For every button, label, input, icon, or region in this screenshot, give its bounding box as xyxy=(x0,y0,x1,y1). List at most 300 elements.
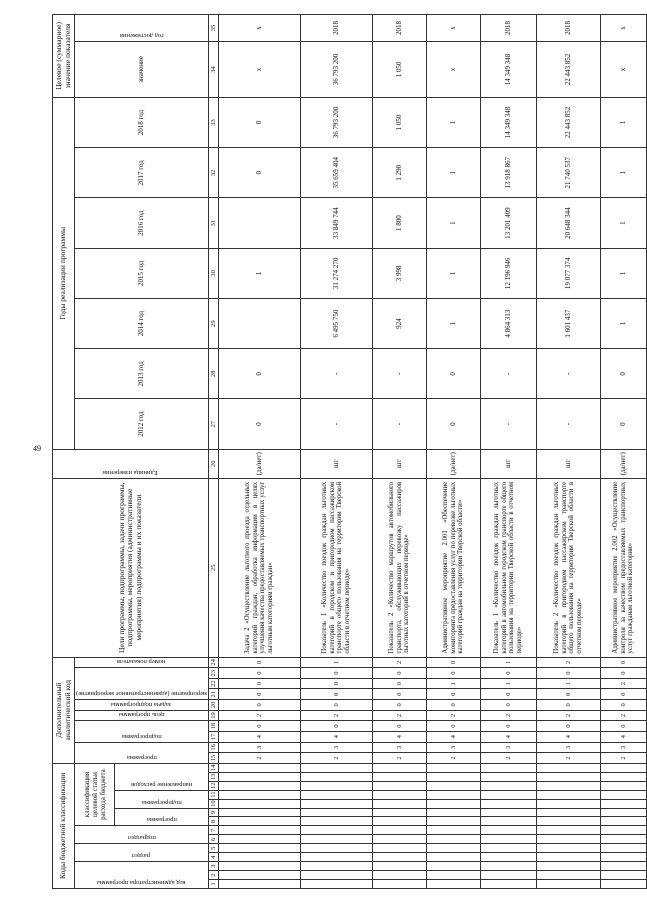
value-2013: - xyxy=(372,349,426,399)
budget-code-cell xyxy=(536,835,600,844)
value-2012: 0 xyxy=(218,399,300,449)
budget-code-cell xyxy=(300,790,372,799)
budget-code-cell xyxy=(218,817,300,826)
subsection-label: подраздел xyxy=(127,834,156,842)
budget-code-cell xyxy=(536,880,600,889)
value-2013: - xyxy=(300,349,372,399)
analytic-code-digit: 2 xyxy=(300,710,372,721)
budget-code-cell xyxy=(426,808,480,817)
budget-code-cell xyxy=(218,772,300,781)
a-task-label: задача подпрограммы xyxy=(111,700,172,708)
value-2018: 14 349 348 xyxy=(480,97,536,147)
a-task-header xyxy=(75,700,209,711)
year-2012-header: 2012 год xyxy=(75,399,209,449)
value-2018: 1 xyxy=(426,97,480,147)
subsection-header xyxy=(75,826,209,844)
column-number: 18 xyxy=(208,721,218,732)
budget-code-cell xyxy=(372,844,426,853)
analytic-code-digit: 0 xyxy=(372,721,426,732)
table-row xyxy=(218,15,300,889)
analytic-code-digit: 0 xyxy=(300,700,372,711)
a-indicator-header xyxy=(75,657,209,668)
budget-code-cell xyxy=(480,772,536,781)
analytic-code-digit: 2 xyxy=(480,710,536,721)
budget-code-cell xyxy=(372,853,426,862)
column-number: 19 xyxy=(208,710,218,721)
value-2016 xyxy=(218,198,300,248)
value-2012: 0 xyxy=(426,399,480,449)
analytic-code-digit: 3 xyxy=(480,742,536,753)
value-2012: 0 xyxy=(600,399,646,449)
budget-code-cell xyxy=(480,781,536,790)
page-number: 49 xyxy=(33,444,41,453)
column-number: 24 xyxy=(208,657,218,668)
analytic-code-digit: 0 xyxy=(300,689,372,700)
column-numbers-row xyxy=(208,15,218,889)
analytic-code-digit: 0 xyxy=(600,668,646,679)
analytic-code-digit: 0 xyxy=(536,689,600,700)
budget-code-cell xyxy=(480,826,536,835)
analytic-code-digit: 3 xyxy=(536,742,600,753)
analytic-code-digit: 0 xyxy=(372,689,426,700)
budget-code-cell xyxy=(300,763,372,772)
analytic-code-digit: 0 xyxy=(300,678,372,689)
years-header: Годы реализации программы xyxy=(53,97,75,449)
budget-code-cell xyxy=(218,880,300,889)
value-2015: 31 274 270 xyxy=(300,248,372,298)
analytic-code-digit: 3 xyxy=(426,742,480,753)
a-goal-header xyxy=(75,710,209,721)
column-number: 4 xyxy=(208,853,218,862)
analytic-code-digit: 0 xyxy=(372,678,426,689)
budget-code-cell xyxy=(536,763,600,772)
value-2018: 22 443 852 xyxy=(536,97,600,147)
value-2012: - xyxy=(300,399,372,449)
budget-code-cell xyxy=(218,790,300,799)
column-number: 1 xyxy=(208,880,218,889)
budget-code-cell xyxy=(426,772,480,781)
budget-code-cell xyxy=(300,853,372,862)
analytic-codes-header: Дополнительный аналитический код xyxy=(53,657,75,763)
value-2018: 0 xyxy=(218,97,300,147)
budget-code-cell xyxy=(300,799,372,808)
budget-code-cell xyxy=(536,772,600,781)
target-value: 14 349 348 xyxy=(480,42,536,98)
analytic-code-digit: 0 xyxy=(300,668,372,679)
column-number: 35 xyxy=(208,15,218,42)
value-2016: 1 xyxy=(426,198,480,248)
table-body xyxy=(218,15,646,889)
budget-code-cell xyxy=(600,763,646,772)
budget-code-cell xyxy=(218,853,300,862)
budget-code-cell xyxy=(218,844,300,853)
budget-code-cell xyxy=(480,853,536,862)
budget-code-cell xyxy=(372,808,426,817)
budget-code-cell xyxy=(536,817,600,826)
column-number: 25 xyxy=(208,478,218,657)
table-row xyxy=(372,15,426,889)
value-2012: - xyxy=(372,399,426,449)
a-subprogram-label: подпрограмма xyxy=(121,732,162,740)
target-value: х xyxy=(600,42,646,98)
value-2014: 6 495 750 xyxy=(300,298,372,348)
row-description: Задача 2 «Осуществление льготного проезда отдельных категорий граждан, обработка информации в целях улучшения качества предоставляемых транспортных услуг льготным категориям граждан» xyxy=(218,478,300,657)
target-value: х xyxy=(218,42,300,98)
analytic-code-digit: 1 xyxy=(536,678,600,689)
column-number: 15 xyxy=(208,753,218,764)
budget-code-cell xyxy=(426,871,480,880)
table-row xyxy=(300,15,372,889)
analytic-code-digit: 0 xyxy=(600,700,646,711)
rotated-table-frame xyxy=(52,14,635,889)
analytic-code-digit: 1 xyxy=(480,678,536,689)
value-2015: 3 998 xyxy=(372,248,426,298)
budget-code-cell xyxy=(480,763,536,772)
analytic-code-digit: 4 xyxy=(426,731,480,742)
analytic-code-digit: 4 xyxy=(600,731,646,742)
column-number: 32 xyxy=(208,148,218,198)
analytic-code-digit: 0 xyxy=(218,689,300,700)
row-unit: шт xyxy=(536,449,600,478)
value-2014: 924 xyxy=(372,298,426,348)
section-label: раздел xyxy=(132,852,151,860)
value-2017: 1 xyxy=(426,148,480,198)
table-row xyxy=(480,15,536,889)
budget-code-cell xyxy=(426,835,480,844)
budget-code-cell xyxy=(480,871,536,880)
target-year: х xyxy=(426,15,480,42)
analytic-code-digit: 0 xyxy=(218,700,300,711)
analytic-code-digit: 1 xyxy=(300,657,372,668)
budget-code-cell xyxy=(536,826,600,835)
column-number: 23 xyxy=(208,668,218,679)
column-number: 7 xyxy=(208,826,218,835)
value-2014: 1 601 437 xyxy=(536,298,600,348)
expense-class-header xyxy=(75,763,115,826)
analytic-code-digit: 0 xyxy=(480,668,536,679)
column-number: 30 xyxy=(208,248,218,298)
budget-codes-header: Коды бюджетной классификации xyxy=(53,763,75,888)
table-row xyxy=(426,15,480,889)
budget-code-cell xyxy=(300,781,372,790)
target-year: х xyxy=(600,15,646,42)
value-2017: 1 290 xyxy=(372,148,426,198)
subprogram-header xyxy=(115,790,209,808)
column-number: 9 xyxy=(208,808,218,817)
row-description: Административное мероприятие 2.002 «Осуществление контроля за качеством предоставляемых транспортных услуг гражданам льготной категории» xyxy=(600,478,646,657)
value-2015: 12 196 946 xyxy=(480,248,536,298)
analytic-code-digit: 2 xyxy=(372,753,426,764)
analytic-code-digit: 0 xyxy=(426,700,480,711)
row-unit: шт xyxy=(300,449,372,478)
analytic-code-digit: 4 xyxy=(536,731,600,742)
budget-code-cell xyxy=(480,799,536,808)
table-row xyxy=(600,15,646,889)
target-header: Целевое (суммарное) значение показателя xyxy=(53,15,75,98)
analytic-code-digit: 2 xyxy=(218,753,300,764)
budget-code-cell xyxy=(536,799,600,808)
analytic-code-digit: 0 xyxy=(372,700,426,711)
budget-code-cell xyxy=(426,862,480,871)
analytic-code-digit: 2 xyxy=(600,678,646,689)
value-2013: 0 xyxy=(218,349,300,399)
budget-code-cell xyxy=(218,799,300,808)
a-subprogram-header xyxy=(75,721,209,742)
analytic-code-digit: 2 xyxy=(218,710,300,721)
budget-code-cell xyxy=(600,817,646,826)
budget-code-cell xyxy=(372,862,426,871)
analytic-code-digit: 0 xyxy=(426,657,480,668)
column-number: 21 xyxy=(208,689,218,700)
budget-code-cell xyxy=(536,808,600,817)
budget-code-cell xyxy=(426,844,480,853)
row-unit: шт xyxy=(372,449,426,478)
budget-code-cell xyxy=(218,835,300,844)
budget-code-cell xyxy=(536,862,600,871)
analytic-code-digit: 2 xyxy=(426,753,480,764)
budget-code-cell xyxy=(218,862,300,871)
budget-code-cell xyxy=(300,835,372,844)
target-value: 1 050 xyxy=(372,42,426,98)
target-year-label: год достижения xyxy=(119,32,164,40)
analytic-code-digit: 0 xyxy=(480,689,536,700)
value-2012: - xyxy=(480,399,536,449)
value-2017: 35 659 404 xyxy=(300,148,372,198)
analytic-code-digit: 2 xyxy=(426,710,480,721)
budget-code-cell xyxy=(300,826,372,835)
budget-code-cell xyxy=(600,808,646,817)
budget-code-cell xyxy=(600,844,646,853)
column-number: 11 xyxy=(209,791,217,798)
value-2016: 13 201 409 xyxy=(480,198,536,248)
analytic-code-digit: 0 xyxy=(600,689,646,700)
target-year-header xyxy=(75,15,209,42)
analytic-code-digit: 3 xyxy=(218,742,300,753)
analytic-code-digit: 2 xyxy=(300,753,372,764)
budget-code-cell xyxy=(480,844,536,853)
budget-code-cell xyxy=(372,817,426,826)
target-year: 2018 xyxy=(536,15,600,42)
target-year: 2018 xyxy=(372,15,426,42)
analytic-code-digit: 0 xyxy=(372,668,426,679)
budget-code-cell xyxy=(426,781,480,790)
analytic-code-digit: 0 xyxy=(218,721,300,732)
value-2018: 36 793 200 xyxy=(300,97,372,147)
row-description: Показатель 2 «Количество поездок граждан льготных категорий в пригородном пассажирском транспорте общего пользования на территории Тверской области в отчетном периоде» xyxy=(536,478,600,657)
budget-code-cell xyxy=(372,826,426,835)
value-2015: 19 077 374 xyxy=(536,248,600,298)
budget-code-cell xyxy=(480,862,536,871)
column-number: 29 xyxy=(208,298,218,348)
budget-code-cell xyxy=(218,871,300,880)
a-program-label: программа xyxy=(126,753,157,761)
analytic-code-digit: 0 xyxy=(300,721,372,732)
budget-code-cell xyxy=(480,790,536,799)
value-2013: 0 xyxy=(600,349,646,399)
column-number: 2 xyxy=(208,871,218,880)
program-indicators-table xyxy=(52,14,647,889)
analytic-code-digit: 2 xyxy=(372,657,426,668)
budget-code-cell xyxy=(600,826,646,835)
target-year: х xyxy=(218,15,300,42)
column-number: 33 xyxy=(208,97,218,147)
goals-header: Цели программы, подпрограммы, задачи программы, подпрограммы, мероприятия (административные мероприятия) подпрограммы и их показатели xyxy=(53,478,209,657)
analytic-code-digit: 2 xyxy=(536,657,600,668)
analytic-code-digit: 3 xyxy=(372,742,426,753)
subprogram-label: подпрограмма xyxy=(141,798,182,806)
unit-header-label: Единица измерения xyxy=(103,468,158,476)
budget-code-cell xyxy=(480,835,536,844)
a-indicator-label: номер показателя xyxy=(117,658,166,666)
value-2015: 1 xyxy=(218,248,300,298)
a-measure-header xyxy=(75,668,209,700)
target-value: х xyxy=(426,42,480,98)
budget-code-cell xyxy=(536,781,600,790)
analytic-code-digit: 3 xyxy=(600,742,646,753)
row-description: Показатель 2 «Количество маршрутов автомобильного транспорта, обслуживающих перевозку пассажиров льготных категорий в отчетном периоде» xyxy=(372,478,426,657)
year-2013-header: 2013 год xyxy=(75,349,209,399)
column-number: 22 xyxy=(208,678,218,689)
analytic-code-digit: 4 xyxy=(480,731,536,742)
budget-code-cell xyxy=(426,817,480,826)
analytic-code-digit: 4 xyxy=(218,731,300,742)
target-value-header: значение xyxy=(75,42,209,98)
budget-code-cell xyxy=(600,880,646,889)
column-number: 14 xyxy=(209,764,217,772)
section-header xyxy=(75,844,209,862)
budget-code-cell xyxy=(372,781,426,790)
value-2012: - xyxy=(536,399,600,449)
column-number: 16 xyxy=(208,742,218,753)
value-2016: 20 648 344 xyxy=(536,198,600,248)
analytic-code-digit: 1 xyxy=(480,657,536,668)
budget-code-cell xyxy=(218,763,300,772)
year-2017-header: 2017 год xyxy=(75,148,209,198)
analytic-code-digit: 0 xyxy=(426,689,480,700)
header-row-1 xyxy=(53,15,75,889)
column-number: 26 xyxy=(208,449,218,478)
year-2016-header: 2016 год xyxy=(75,198,209,248)
budget-code-cell xyxy=(300,844,372,853)
year-2014-header: 2014 год xyxy=(75,298,209,348)
value-2017: 21 740 537 xyxy=(536,148,600,198)
budget-code-cell xyxy=(536,790,600,799)
row-description: Административное мероприятие 2.001 «Обеспечение мониторинга предоставления услуг по перевозке льготных категорий граждан на территории Тверской области» xyxy=(426,478,480,657)
column-number: 5 xyxy=(208,844,218,853)
analytic-code-digit: 2 xyxy=(600,753,646,764)
budget-code-cell xyxy=(426,790,480,799)
budget-code-cell xyxy=(300,817,372,826)
analytic-code-digit: 0 xyxy=(536,668,600,679)
budget-code-cell xyxy=(600,862,646,871)
analytic-code-digit: 0 xyxy=(426,668,480,679)
unit-header xyxy=(53,449,209,478)
analytic-code-digit: 2 xyxy=(536,753,600,764)
row-unit: (да/нет) xyxy=(218,449,300,478)
analytic-code-digit: 0 xyxy=(218,668,300,679)
budget-code-cell xyxy=(300,808,372,817)
budget-code-cell xyxy=(480,808,536,817)
value-2017: 1 xyxy=(600,148,646,198)
value-2014: 1 xyxy=(600,298,646,348)
value-2014: 1 xyxy=(426,298,480,348)
value-2016: 1 xyxy=(600,198,646,248)
column-number: 28 xyxy=(208,349,218,399)
target-value: 36 793 200 xyxy=(300,42,372,98)
row-description: Показатель 1 «Количество поездок граждан льготных категорий в городском и пригородном пассажирском транспорте общего пользования на территории Тверской области в отчетном периоде» xyxy=(300,478,372,657)
column-number: 13 xyxy=(209,773,217,781)
analytic-code-digit: 0 xyxy=(536,721,600,732)
budget-code-cell xyxy=(480,817,536,826)
column-number: 6 xyxy=(208,835,218,844)
analytic-code-digit: 0 xyxy=(480,721,536,732)
value-2015: 1 xyxy=(426,248,480,298)
budget-code-cell xyxy=(536,871,600,880)
analytic-code-digit: 2 xyxy=(372,710,426,721)
analytic-code-digit: 1 xyxy=(426,678,480,689)
budget-code-cell xyxy=(480,880,536,889)
budget-code-cell xyxy=(426,799,480,808)
expense-class-label: классификация целевой статьи расхода бюджета xyxy=(82,769,107,820)
budget-code-cell xyxy=(600,835,646,844)
column-number: 20 xyxy=(208,700,218,711)
budget-code-cell xyxy=(300,772,372,781)
value-2013: 0 xyxy=(426,349,480,399)
target-year: 2018 xyxy=(300,15,372,42)
budget-code-cell xyxy=(218,781,300,790)
value-2016: 1 800 xyxy=(372,198,426,248)
value-2013: - xyxy=(536,349,600,399)
row-description: Показатель 1 «Количество поездок граждан льготных категорий в автомобильном городском транспорте общего пользования на территории Тверской области в отчетном периоде» xyxy=(480,478,536,657)
budget-code-cell xyxy=(372,880,426,889)
budget-code-cell xyxy=(300,871,372,880)
budget-code-cell xyxy=(600,790,646,799)
table-row xyxy=(536,15,600,889)
value-2017: 13 918 867 xyxy=(480,148,536,198)
budget-code-cell xyxy=(372,790,426,799)
table-rotator xyxy=(52,14,635,889)
row-unit: шт xyxy=(480,449,536,478)
budget-code-cell xyxy=(600,781,646,790)
analytic-code-digit: 4 xyxy=(372,731,426,742)
column-number: 34 xyxy=(208,42,218,98)
analytic-code-digit: 3 xyxy=(300,742,372,753)
column-number: 8 xyxy=(208,817,218,826)
value-2017: 0 xyxy=(218,148,300,198)
budget-code-cell xyxy=(600,853,646,862)
a-measure-label: мероприятие (административное мероприятие) xyxy=(76,690,207,698)
program-header xyxy=(115,808,209,826)
budget-code-cell xyxy=(426,853,480,862)
budget-code-cell xyxy=(600,871,646,880)
budget-code-cell xyxy=(372,835,426,844)
analytic-code-digit: 0 xyxy=(536,700,600,711)
budget-code-cell xyxy=(600,799,646,808)
value-2015: 1 xyxy=(600,248,646,298)
analytic-code-digit: 4 xyxy=(300,731,372,742)
analytic-code-digit: 0 xyxy=(600,657,646,668)
budget-code-cell xyxy=(372,799,426,808)
analytic-code-digit: 0 xyxy=(600,721,646,732)
analytic-code-digit: 2 xyxy=(480,753,536,764)
value-2014: 4 864 313 xyxy=(480,298,536,348)
direction-header xyxy=(115,763,209,790)
year-2015-header: 2015 год xyxy=(75,248,209,298)
direction-label: направление расходов xyxy=(131,780,193,788)
target-value: 22 443 852 xyxy=(536,42,600,98)
year-2018-header: 2018 год xyxy=(75,97,209,147)
column-number: 31 xyxy=(208,198,218,248)
